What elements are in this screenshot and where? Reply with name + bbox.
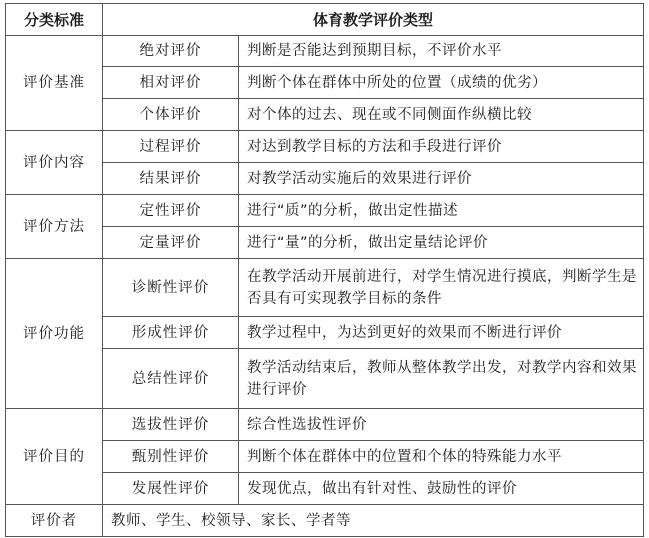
- category-cell: 评价功能: [6, 259, 103, 409]
- description-cell: 教学活动结束后，教师从整体教学出发，对教学内容和效果进行评价: [239, 349, 644, 409]
- category-cell: 评价方法: [6, 195, 103, 259]
- type-cell: 诊断性评价: [103, 259, 239, 317]
- type-cell: 过程评价: [103, 131, 239, 163]
- table-row: [6, 131, 644, 163]
- table-row: [6, 36, 644, 67]
- type-cell: 个体评价: [103, 99, 239, 131]
- type-cell: 定性评价: [103, 195, 239, 227]
- type-cell: 绝对评价: [103, 36, 239, 67]
- category-cell: 评价内容: [6, 131, 103, 195]
- description-cell: 进行“质”的分析，做出定性描述: [239, 195, 644, 227]
- table-row: [6, 259, 644, 317]
- table-row: [6, 409, 644, 441]
- evaluator-value: 教师、学生、校领导、家长、学者等: [103, 505, 644, 537]
- evaluator-row: [6, 505, 644, 537]
- type-cell: 总结性评价: [103, 349, 239, 409]
- evaluation-types-table: [5, 3, 644, 537]
- description-cell: 教学过程中，为达到更好的效果而不断进行评价: [239, 317, 644, 349]
- table-row: [6, 195, 644, 227]
- description-cell: 综合性选拔性评价: [239, 409, 644, 441]
- type-cell: 定量评价: [103, 227, 239, 259]
- category-cell: 评价基准: [6, 36, 103, 131]
- description-cell: 判断个体在群体中所处的位置（成绩的优劣）: [239, 67, 644, 99]
- description-cell: 在教学活动开展前进行，对学生情况进行摸底，判断学生是否具有可实现教学目标的条件: [239, 259, 644, 317]
- header-type: 体育教学评价类型: [103, 4, 644, 36]
- description-cell: 判断是否能达到预期目标，不评价水平: [239, 36, 644, 67]
- description-cell: 对教学活动实施后的效果进行评价: [239, 163, 644, 195]
- description-cell: 对达到教学目标的方法和手段进行评价: [239, 131, 644, 163]
- type-cell: 选拔性评价: [103, 409, 239, 441]
- type-cell: 甄别性评价: [103, 441, 239, 473]
- type-cell: 形成性评价: [103, 317, 239, 349]
- description-cell: 对个体的过去、现在或不同侧面作纵横比较: [239, 99, 644, 131]
- type-cell: 结果评价: [103, 163, 239, 195]
- header-row: [6, 4, 644, 36]
- category-cell: 评价目的: [6, 409, 103, 505]
- description-cell: 进行“量”的分析，做出定量结论评价: [239, 227, 644, 259]
- type-cell: 相对评价: [103, 67, 239, 99]
- description-cell: 发现优点，做出有针对性、鼓励性的评价: [239, 473, 644, 505]
- category-cell: 评价者: [6, 505, 103, 537]
- header-category: 分类标准: [6, 4, 103, 36]
- type-cell: 发展性评价: [103, 473, 239, 505]
- description-cell: 判断个体在群体中的位置和个体的特殊能力水平: [239, 441, 644, 473]
